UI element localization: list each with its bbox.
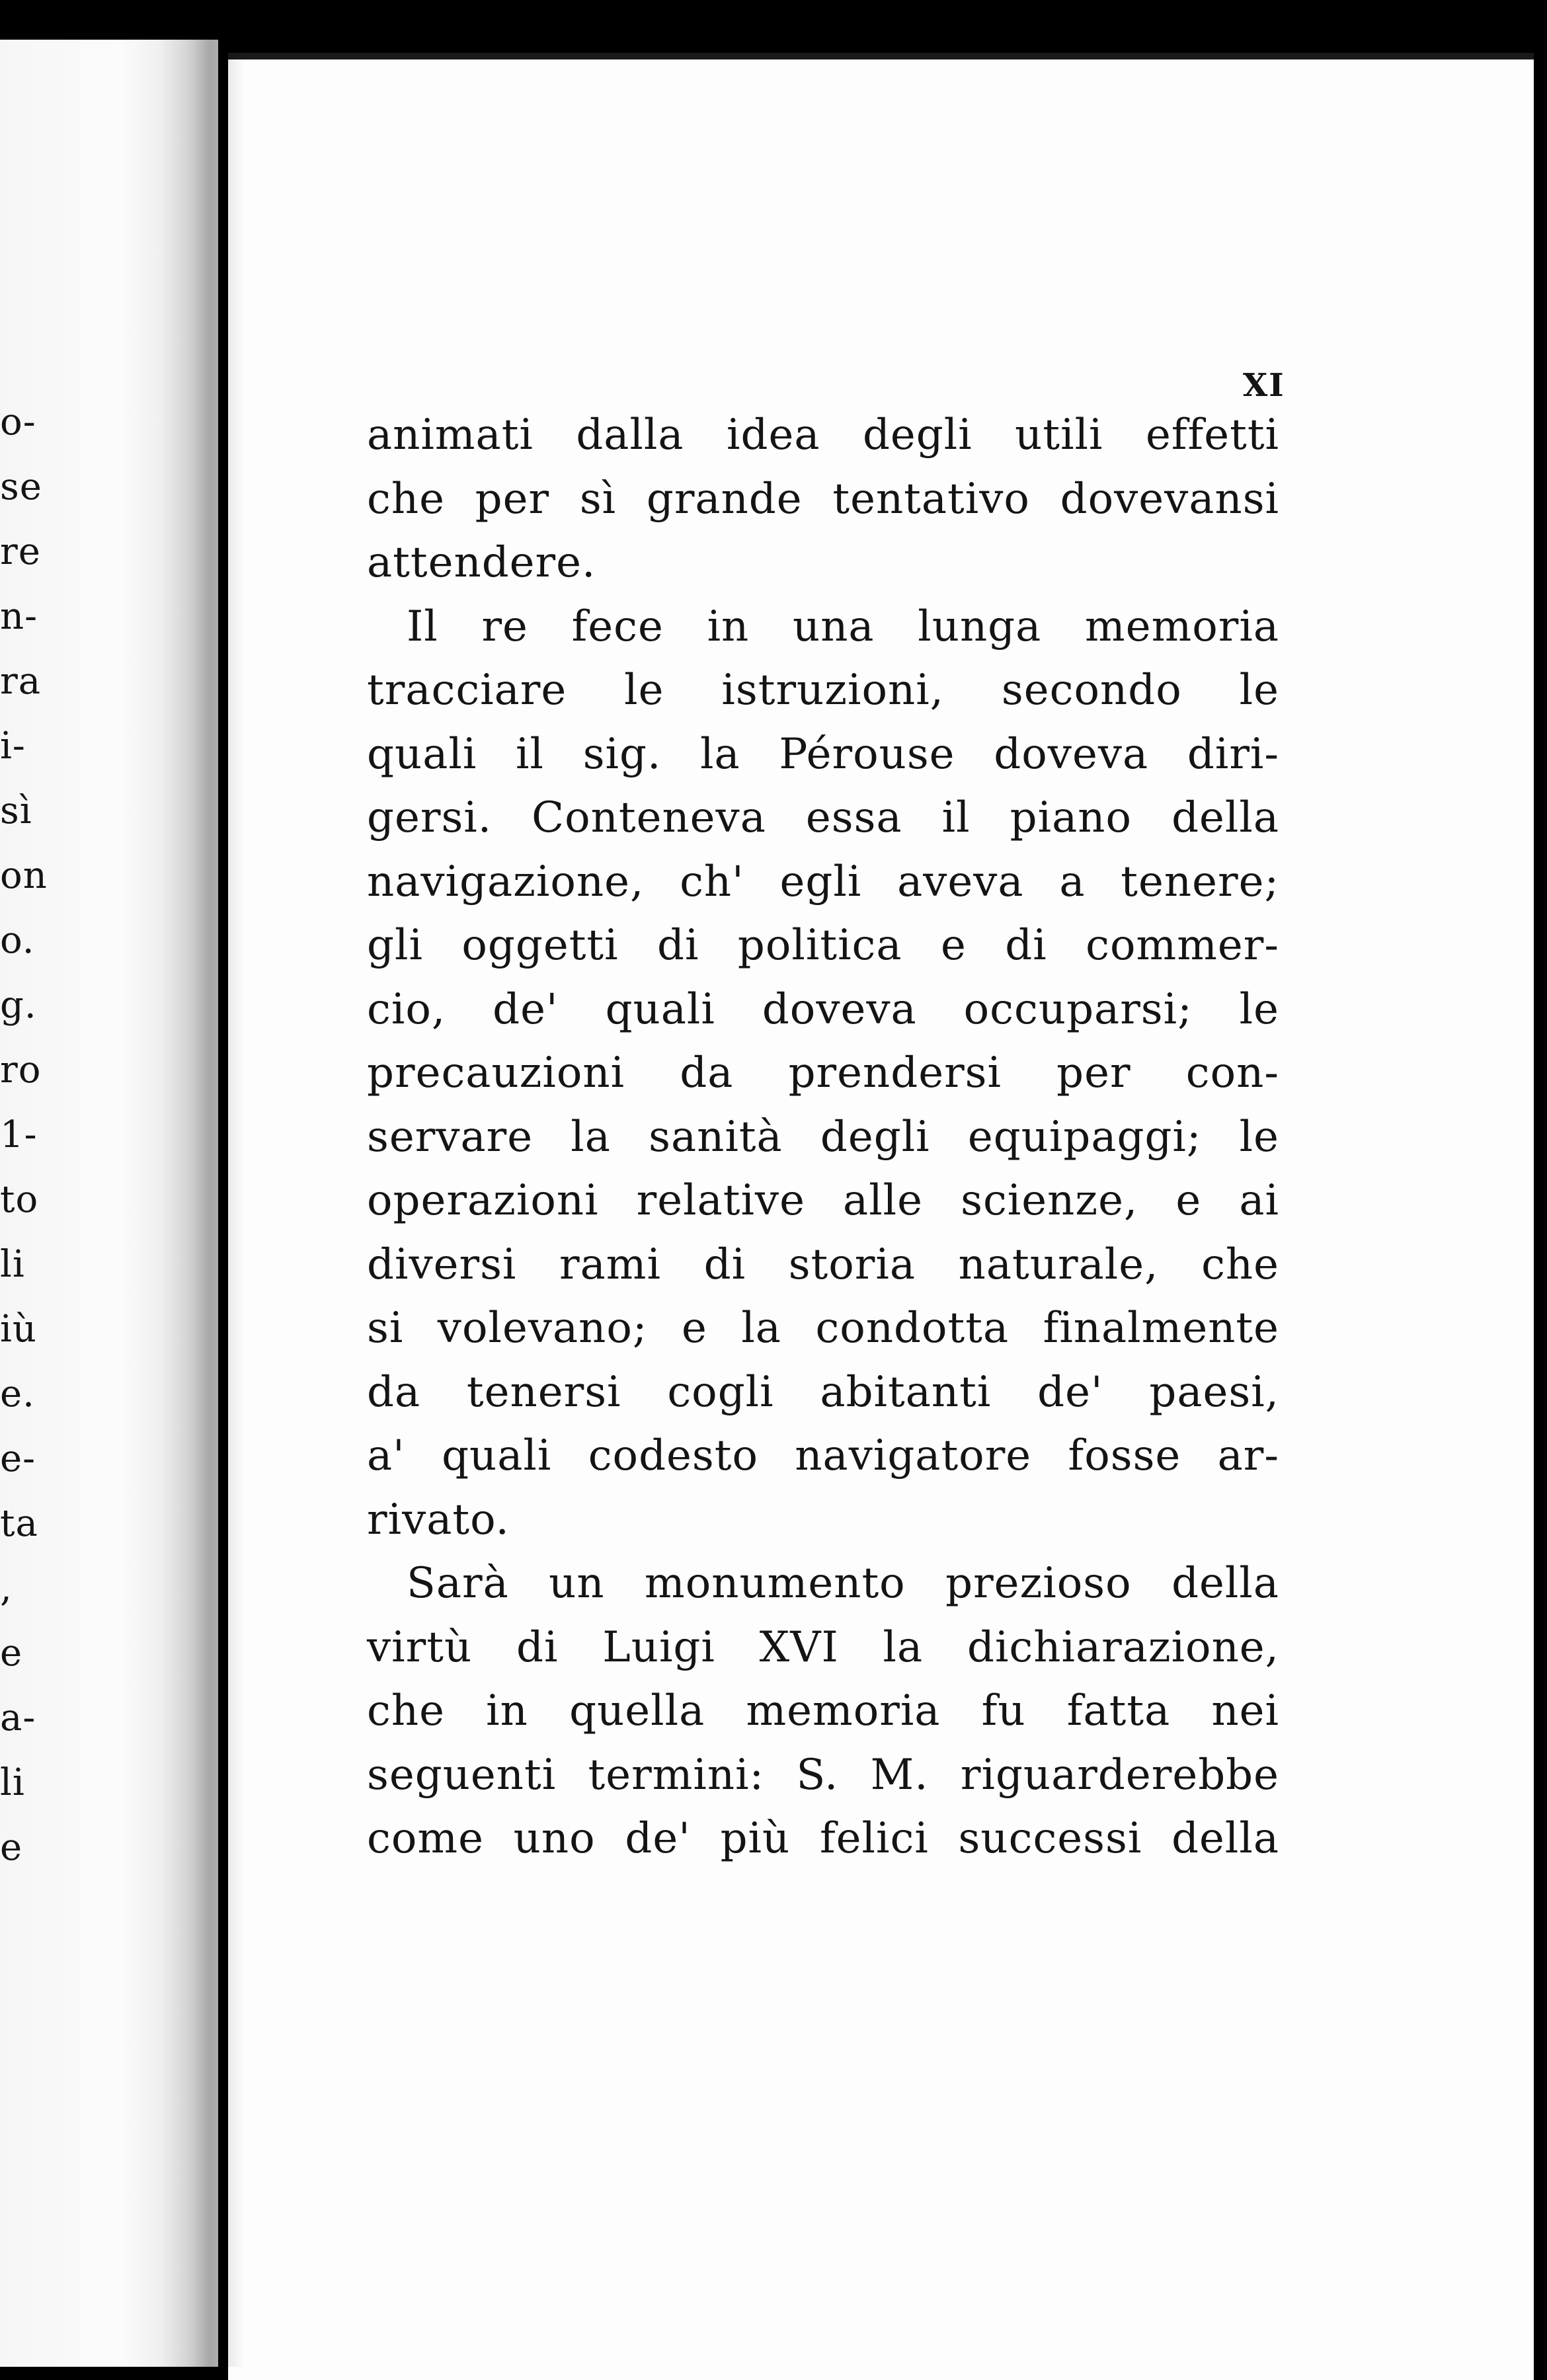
text-line: navigazione, ch' egli aveva a tenere;: [367, 857, 1279, 906]
text-line: gli oggetti di politica e di commer-: [367, 921, 1279, 970]
text-line: gersi. Conteneva essa il piano della: [367, 793, 1279, 842]
fragment-line: n-: [0, 595, 38, 638]
text-line: tracciare le istruzioni, secondo le: [367, 666, 1279, 715]
fragment-line: a-: [0, 1696, 36, 1739]
fragment-line: se: [0, 465, 42, 508]
text-line: quali il sig. la Pérouse doveva diri-: [367, 729, 1279, 779]
text-line: precauzioni da prendersi per con-: [367, 1049, 1279, 1097]
text-line: virtù di Luigi XVI la dichiarazione,: [367, 1622, 1279, 1672]
fragment-line: on: [0, 854, 48, 897]
fragment-line: g.: [0, 984, 37, 1027]
text-line: rivato.: [367, 1495, 510, 1544]
text-line: come uno de' più felici successi della: [367, 1814, 1279, 1863]
text-line: Il re fece in una lunga memoria: [407, 602, 1279, 651]
fragment-line: e: [0, 1632, 23, 1675]
fragment-line: o-: [0, 401, 36, 444]
fragment-line: e.: [0, 1372, 35, 1415]
fragment-line: ,: [0, 1567, 13, 1610]
fragment-line: to: [0, 1178, 39, 1221]
text-line: animati dalla idea degli utili effetti: [367, 411, 1279, 459]
fragment-line: i-: [0, 725, 26, 768]
text-line: Sarà un monumento prezioso della: [407, 1559, 1279, 1608]
body-text: [367, 403, 1279, 1871]
text-line: diversi rami di storia naturale, che: [367, 1240, 1279, 1289]
fragment-line: ro: [0, 1049, 42, 1091]
fragment-line: sì: [0, 789, 32, 832]
fragment-line: li: [0, 1243, 25, 1286]
text-line: che in quella memoria fu fatta nei: [367, 1686, 1279, 1735]
fragment-line: e-: [0, 1437, 36, 1480]
text-line: operazioni relative alle scienze, e ai: [367, 1176, 1279, 1225]
text-line: che per sì grande tentativo dovevansi: [367, 474, 1279, 524]
page-number: XI: [1243, 367, 1285, 404]
text-line: a' quali codesto navigatore fosse ar-: [367, 1431, 1279, 1480]
text-line: seguenti termini: S. M. riguarderebbe: [367, 1750, 1279, 1800]
fragment-line: o.: [0, 919, 35, 962]
fragment-line: iù: [0, 1308, 37, 1351]
text-line: attendere.: [367, 538, 596, 587]
text-line: cio, de' quali doveva occuparsi; le: [367, 984, 1279, 1034]
text-line: da tenersi cogli abitanti de' paesi,: [367, 1367, 1279, 1417]
fragment-line: li: [0, 1761, 25, 1804]
fragment-line: e: [0, 1826, 23, 1869]
fragment-line: ra: [0, 660, 42, 703]
book-gutter-shadow: [159, 40, 245, 2367]
text-line: servare la sanità degli equipaggi; le: [367, 1112, 1279, 1162]
text-line: si volevano; e la condotta finalmente: [367, 1304, 1279, 1353]
fragment-line: re: [0, 530, 41, 573]
facing-page-text-fragments: [0, 390, 73, 1880]
fragment-line: ta: [0, 1502, 38, 1545]
fragment-line: 1-: [0, 1113, 38, 1156]
